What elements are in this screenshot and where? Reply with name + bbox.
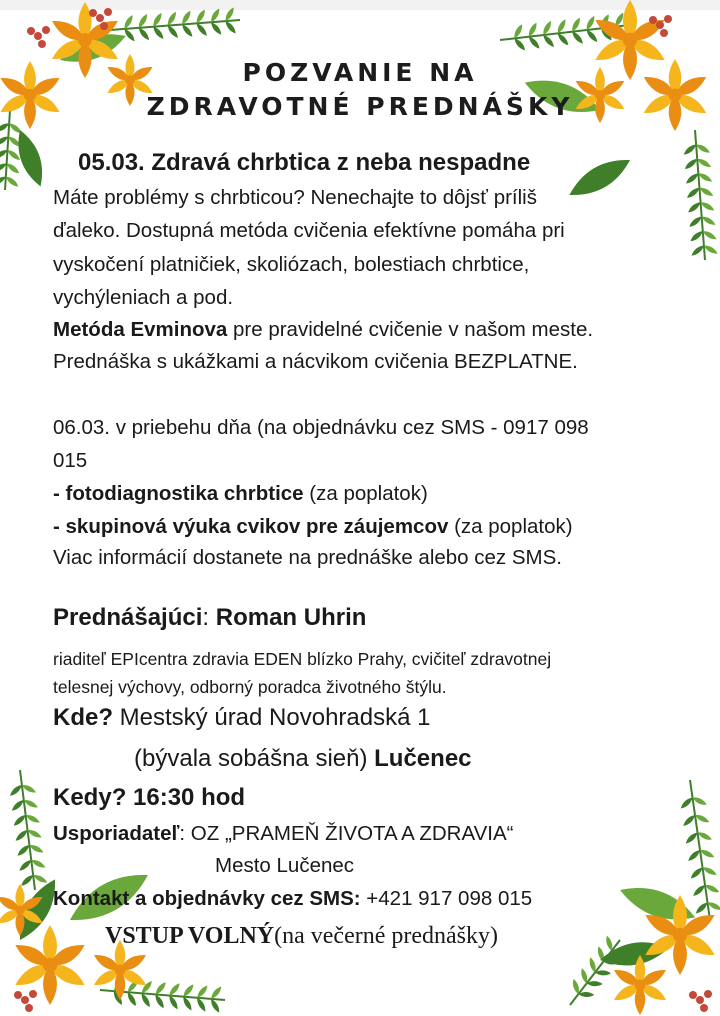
contact-label: Kontakt a objednávky cez SMS: — [53, 887, 361, 910]
speaker-bio-line: riaditeľ EPIcentra zdravia EDEN blízko Prahy, cvičiteľ zdravotnej — [53, 649, 552, 669]
service-item — [53, 512, 573, 542]
entry-note: (na večerné prednášky) — [274, 923, 498, 949]
title-line-1: POZVANIE NA — [242, 58, 478, 87]
speaker-line — [53, 603, 366, 633]
speaker-name: Roman Uhrin — [215, 604, 367, 631]
service-name: - skupinová výuka cvikov pre záujemcov — [53, 515, 449, 538]
method-name: Metóda Evminova — [53, 318, 228, 341]
speaker-bio-line: telesnej výchovy, odborný poradca životného štýlu. — [53, 677, 447, 697]
organizer-line — [53, 819, 514, 849]
speaker-colon: : — [202, 604, 216, 631]
event1-desc-line: vychýleniach a pod. — [53, 286, 234, 309]
organizer-value: OZ „PRAMEŇ ŽIVOTA A ZDRAVIA“ — [190, 822, 514, 845]
where-city: Lučenec — [374, 745, 472, 772]
entry-line — [105, 921, 498, 951]
where-venue: (bývala sobášna sieň) — [134, 745, 375, 772]
more-info-line: Viac informácií dostanete na prednáške alebo cez SMS. — [53, 546, 562, 569]
service-item — [53, 479, 428, 509]
event2-line-1: 06.03. v priebehu dňa (na objednávku cez SMS - 0917 098 — [53, 416, 589, 439]
method-text: pre pravidelné cvičenie v našom meste. — [227, 318, 594, 341]
method-line — [53, 315, 593, 345]
when-line: Kedy? 16:30 hod — [53, 784, 246, 811]
flower-cluster-bottom-right — [560, 770, 720, 1016]
where-line — [53, 703, 430, 733]
event1-desc-line: ďaleko. Dostupná metóda cvičenia efektívne pomáha pri — [53, 219, 565, 242]
organizer-line-2: Mesto Lučenec — [215, 854, 355, 877]
event1-desc-line: vyskočení platničiek, skoliózach, bolestiach chrbtice, — [53, 253, 530, 276]
service-price: (za poplatok) — [303, 482, 428, 505]
event2-line-2: 015 — [53, 449, 88, 472]
contact-value: +421 917 098 015 — [360, 887, 533, 910]
entry-free: VSTUP VOLNÝ — [105, 923, 275, 949]
speaker-label: Prednášajúci — [53, 604, 203, 631]
organizer-label: Usporiadateľ — [53, 822, 180, 845]
lecture-line: Prednáška s ukážkami a nácvikom cvičenia BEZPLATNE. — [53, 350, 578, 373]
service-price: (za poplatok) — [448, 515, 573, 538]
event1-desc-line: Máte problémy s chrbticou? Nenechajte to dôjsť príliš — [53, 186, 537, 209]
organizer-colon: : — [179, 822, 191, 845]
title-line-2: ZDRAVOTNÉ PREDNÁŠKY — [146, 92, 574, 121]
where-line-2 — [134, 744, 472, 774]
event1-heading: 05.03. Zdravá chrbtica z neba nespadne — [78, 149, 531, 176]
where-label: Kde? — [53, 704, 113, 731]
contact-line — [53, 884, 532, 914]
service-name: - fotodiagnostika chrbtice — [53, 482, 304, 505]
where-value: Mestský úrad Novohradská 1 — [113, 704, 431, 731]
